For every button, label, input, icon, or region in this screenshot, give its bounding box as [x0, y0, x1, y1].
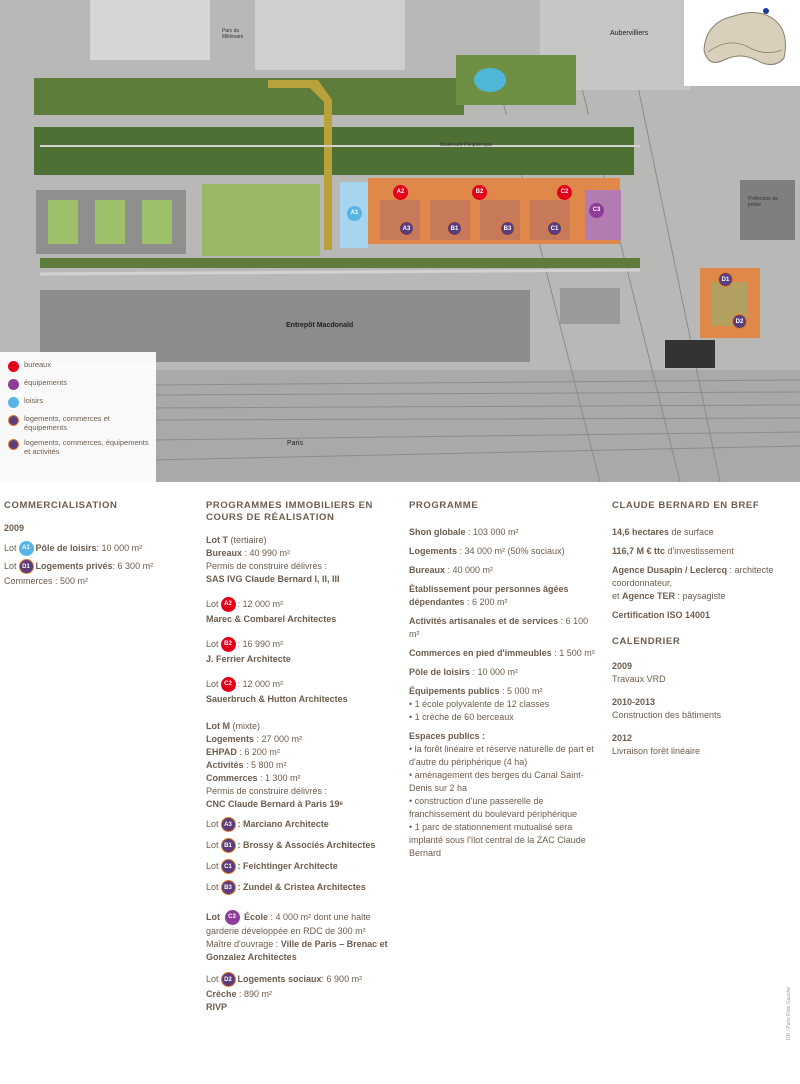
lot-c1-row: Lot C1 : Feichtinger Architecte — [206, 857, 402, 875]
programmes-heading: PROGRAMMES IMMOBILIERS EN COURS DE RÉALISATION — [206, 500, 374, 523]
map-legend — [0, 352, 156, 482]
badge-b3: B3 — [221, 880, 236, 895]
commercialisation-column — [4, 500, 194, 588]
badge-d1: D1 — [19, 559, 34, 574]
lot-c3-block: Lot C3 École : 4 000 m² dont une halte garderie développée en RDC de 300 m² — [206, 911, 371, 936]
map-marker-d2: D2 — [732, 314, 747, 329]
lot-a2-row: Lot A2 : 12 000 m² — [206, 595, 402, 613]
photo-credit: DR / Paris Rive Gauche — [786, 986, 792, 1040]
calendrier-heading: CALENDRIER — [612, 636, 681, 647]
map-label-entrepot: Entrepôt Macdonald — [286, 322, 354, 329]
lot-t-block: Lot T (tertiaire) Bureaux : 40 990 m² Permis de construire délivrés : SAS IVG Claude Bernard I, II, III — [206, 535, 340, 584]
legend-item-loisirs: loisirs — [8, 396, 150, 408]
commercialisation-heading: COMMERCIALISATION — [4, 500, 118, 511]
lot-d2-row: Lot D2 Logements sociaux : 6 900 m² — [206, 970, 402, 988]
lot-b1-row: Lot B1 : Brossy & Associés Architectes — [206, 836, 402, 854]
locator-map — [684, 0, 800, 86]
calendar-event: 2012 Livraison forêt linéaire — [612, 733, 701, 756]
programmes-column: PROGRAMMES IMMOBILIERS EN COURS DE RÉALISATION Lot T (tertiaire) Bureaux : 40 990 m² Permis de construire délivrés : SAS IVG Claude Bernard I, II, III Lot A2 : 12 000 m² Marec & Combarel Architectes Lot B2 : 16 990 m² J. Ferrier Architecte Lot C2 : 12 000 m² Sauerbruch & Hutton Architectes Lot M (mixte) Logements : 27 000 m² EHPAD : 6 200 m² Activités : 5 800 m² Commerces : 1 300 m² Permis de construire délivrés : CNC Claude Bernard à Paris 19ᵉ Lot A3 : Marciano Architecte Lot B1 : Brossy & Associés Architectes Lot C1 : Feichtinger Architecte Lot B3 : Zundel & Cristea Architectes Lot C3 École : 4 000 m² dont une halte garderie développée en RDC de 300 m² Maître d'ouvrage : Ville de Paris – Brenac et Gonzalez Architectes Lot D2 Logements sociaux : 6 900 m² Crèche : 890 m² RIVP — [206, 500, 402, 1014]
programme-item: Établissement pour personnes âgées dépendantes : 6 200 m² — [409, 584, 569, 607]
badge-b2: B2 — [221, 637, 236, 652]
programme-item: Shon globale : 103 000 m² — [409, 527, 519, 537]
calendar-event: 2010-2013 Construction des bâtiments — [612, 697, 722, 720]
lot-m-block: Lot M (mixte) Logements : 27 000 m² EHPAD : 6 200 m² Activités : 5 800 m² Commerces : 1 300 m² Permis de construire délivrés : CNC Claude Bernard à Paris 19ᵉ — [206, 721, 343, 809]
map-label-paris: Paris — [287, 440, 303, 447]
commerces-line: Commerces : 500 m² — [4, 576, 89, 586]
badge-a2: A2 — [221, 597, 236, 612]
equipements-publics: Équipements publics : 5 000 m² — [409, 686, 543, 696]
badge-c3: C3 — [225, 910, 240, 925]
map-marker-c1: C1 — [547, 221, 562, 236]
map-marker-c3: C3 — [589, 203, 604, 218]
badge-d2: D2 — [221, 972, 236, 987]
espaces-publics: Espaces publics : — [409, 731, 486, 741]
map-marker-b3: B3 — [500, 221, 515, 236]
map-marker-d1: D1 — [718, 272, 733, 287]
lot-a1-row: Lot A1 Pôle de loisirs : 10 000 m² — [4, 539, 194, 557]
lot-b2-row: Lot B2 : 16 990 m² — [206, 635, 402, 653]
legend-dot — [8, 361, 19, 372]
programme-item: Logements : 34 000 m² (50% sociaux) — [409, 546, 565, 556]
map-marker-a2: A2 — [393, 185, 408, 200]
badge-a1: A1 — [19, 541, 34, 556]
lot-c2-row: Lot C2 : 12 000 m² — [206, 675, 402, 693]
badge-b1: B1 — [221, 838, 236, 853]
bref-column: CLAUDE BERNARD EN BREF 14,6 hectares de surface 116,7 M € ttc d'investissement Agence Dusapin / Leclercq : architecte coordonnateur, et Agence TER : paysagiste Certification ISO 14001 CALENDRIER 2009 Travaux VRD 2010-2013 Construction des bâtiments 2012 Livraison forêt linéaire — [612, 500, 796, 758]
programme-column: PROGRAMME Shon globale : 103 000 m² Logements : 34 000 m² (50% sociaux) Bureaux : 40 000 m² Établissement pour personnes âgées dépendantes : 6 200 m² Activités artisanales et de services : 6 100 m² Commerces en pied d'immeubles : 1 500 m² Pôle de loisirs : 10 000 m² Équipements publics : 5 000 m² • 1 école polyvalente de 12 classes • 1 crèche de 60 berceaux Espaces publics : • la forêt linéaire et réserve naturelle de part et d'autre du périphérique (4 ha) • aménagement des berges du Canal Saint-Denis sur 2 ha • construction d'une passerelle de franchissement du boulevard périphérique • 1 parc de stationnement mutualisé sera implanté sous l'îlot central de la ZAC Claude Bernard — [409, 500, 601, 860]
programme-item: Pôle de loisirs : 10 000 m² — [409, 667, 519, 677]
badge-c1: C1 — [221, 859, 236, 874]
legend-item-bureaux: bureaux — [8, 360, 150, 372]
lot-a3-row: Lot A3 : Marciano Architecte — [206, 815, 402, 833]
site-plan-map — [0, 0, 800, 482]
map-marker-a1: A1 — [347, 206, 362, 221]
map-marker-b2: B2 — [472, 185, 487, 200]
map-label-peripherique: Boulevard Périphérique — [440, 142, 493, 148]
legend-dot — [8, 439, 19, 450]
bref-heading: CLAUDE BERNARD EN BREF — [612, 500, 760, 511]
legend-item-logements-activites: logements, commerces, équipements et activités — [8, 438, 150, 456]
map-marker-b1: B1 — [447, 221, 462, 236]
legend-dot — [8, 397, 19, 408]
legend-item-logements-commerces: logements, commerces et équipements — [8, 414, 150, 432]
legend-dot — [8, 379, 19, 390]
map-label-prefecture: Préfecture de police — [748, 196, 779, 208]
certification: Certification ISO 14001 — [612, 610, 711, 620]
commercialisation-year: 2009 — [4, 523, 25, 533]
lot-d1-row: Lot D1 Logements privés : 6 300 m² — [4, 557, 194, 575]
programme-item: Commerces en pied d'immeubles : 1 500 m² — [409, 648, 595, 658]
legend-item-equipements: équipements — [8, 378, 150, 390]
badge-a3: A3 — [221, 817, 236, 832]
programme-item: Bureaux : 40 000 m² — [409, 565, 494, 575]
map-label-parc: Parc du Millénaire — [222, 28, 244, 40]
legend-dot — [8, 415, 19, 426]
paris-locator-icon — [684, 0, 800, 86]
maitre-ouvrage: Maître d'ouvrage : Ville de Paris – Brenac et Gonzalez Architectes — [206, 939, 388, 962]
lot-b3-row: Lot B3 : Zundel & Cristea Architectes — [206, 878, 402, 896]
map-label-aubervilliers: Aubervilliers — [610, 30, 649, 37]
map-marker-c2: C2 — [557, 185, 572, 200]
programme-item: Activités artisanales et de services : 6 100 m² — [409, 616, 589, 639]
badge-c2: C2 — [221, 677, 236, 692]
programme-heading: PROGRAMME — [409, 500, 479, 511]
map-marker-a3: A3 — [399, 221, 414, 236]
calendar-event: 2009 Travaux VRD — [612, 661, 666, 684]
